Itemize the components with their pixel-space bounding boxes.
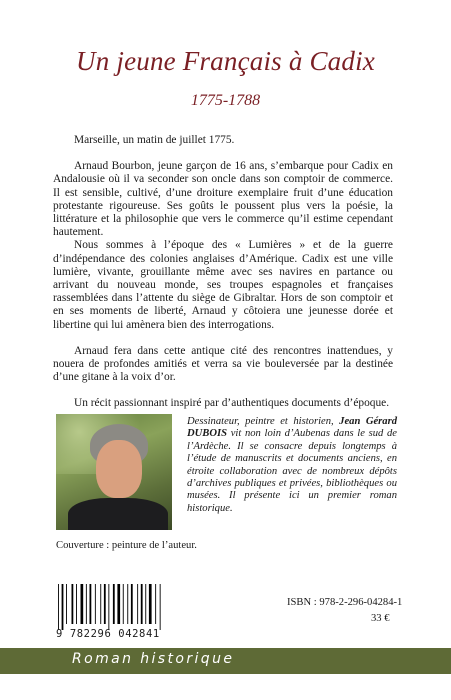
cover-credit: Couverture : peinture de l’auteur. bbox=[56, 540, 197, 551]
author-name: Jean Gérard DUBOIS bbox=[187, 416, 398, 440]
price: 33 € bbox=[371, 613, 390, 624]
barcode bbox=[56, 584, 176, 630]
author-bio-intro: Dessinateur, peintre et historien, bbox=[187, 416, 340, 427]
author-bio bbox=[187, 416, 397, 515]
synopsis-paragraph: Un récit passionnant inspiré par d’authentiques documents d’époque. bbox=[74, 397, 390, 410]
author-photo bbox=[56, 414, 172, 530]
series-label: Roman historique bbox=[72, 651, 235, 667]
synopsis-paragraph: Marseille, un matin de juillet 1775. bbox=[74, 134, 235, 146]
book-years: 1775-1788 bbox=[190, 92, 261, 109]
author-bio-text: vit non loin d’Aubenas dans le sud de l’Ardèche. Il se consacre depuis longtemps à l’étude de manuscrits et documents anciens, en étroite collaboration avec de nombreux dépôts d’archives publiques et privées, bibliothèques ou musées. Il présente ici un premier roman historique. bbox=[187, 428, 397, 514]
synopsis-paragraph: Arnaud fera dans cette antique cité des rencontres inattendues, y nouera de profondes amitiés et verra sa vie bouleversée par la destinée d’une gitane à la voix d’or. bbox=[53, 344, 393, 384]
barcode-digits: 9 782296 042841 bbox=[56, 628, 160, 640]
book-title: Un jeune Français à Cadix bbox=[76, 46, 375, 76]
synopsis-paragraph: Nous sommes à l’époque des « Lumières » et de la guerre d’indépendance des colonies anglaises d’Amérique. Cadix est une ville lumière, vivante, grouillante même avec ses navires en partance ou arrivant du nouveau monde, ses troupes espagnoles et françaises rassemblées dans l’attente du siège de Gibraltar. Hors de son comptoir et en ses moments de liberté, Arnaud y côtoiera une jeunesse dorée et libertine qui lui amènera bien des interrogations. bbox=[53, 239, 393, 331]
synopsis-paragraph: Arnaud Bourbon, jeune garçon de 16 ans, s’embarque pour Cadix en Andalousie où il va seconder son oncle dans son comptoir de commerce. Il est sensible, cultivé, d’une droiture exemplaire fruit d’une éducation protestante rigoureuse. Ses goûts le poussent plus vers la poésie, la littérature et la philosophie que vers le commerce qu’il estime cependant hautement. bbox=[53, 160, 393, 239]
isbn: ISBN : 978-2-296-04284-1 bbox=[287, 597, 403, 608]
synopsis bbox=[53, 134, 393, 411]
